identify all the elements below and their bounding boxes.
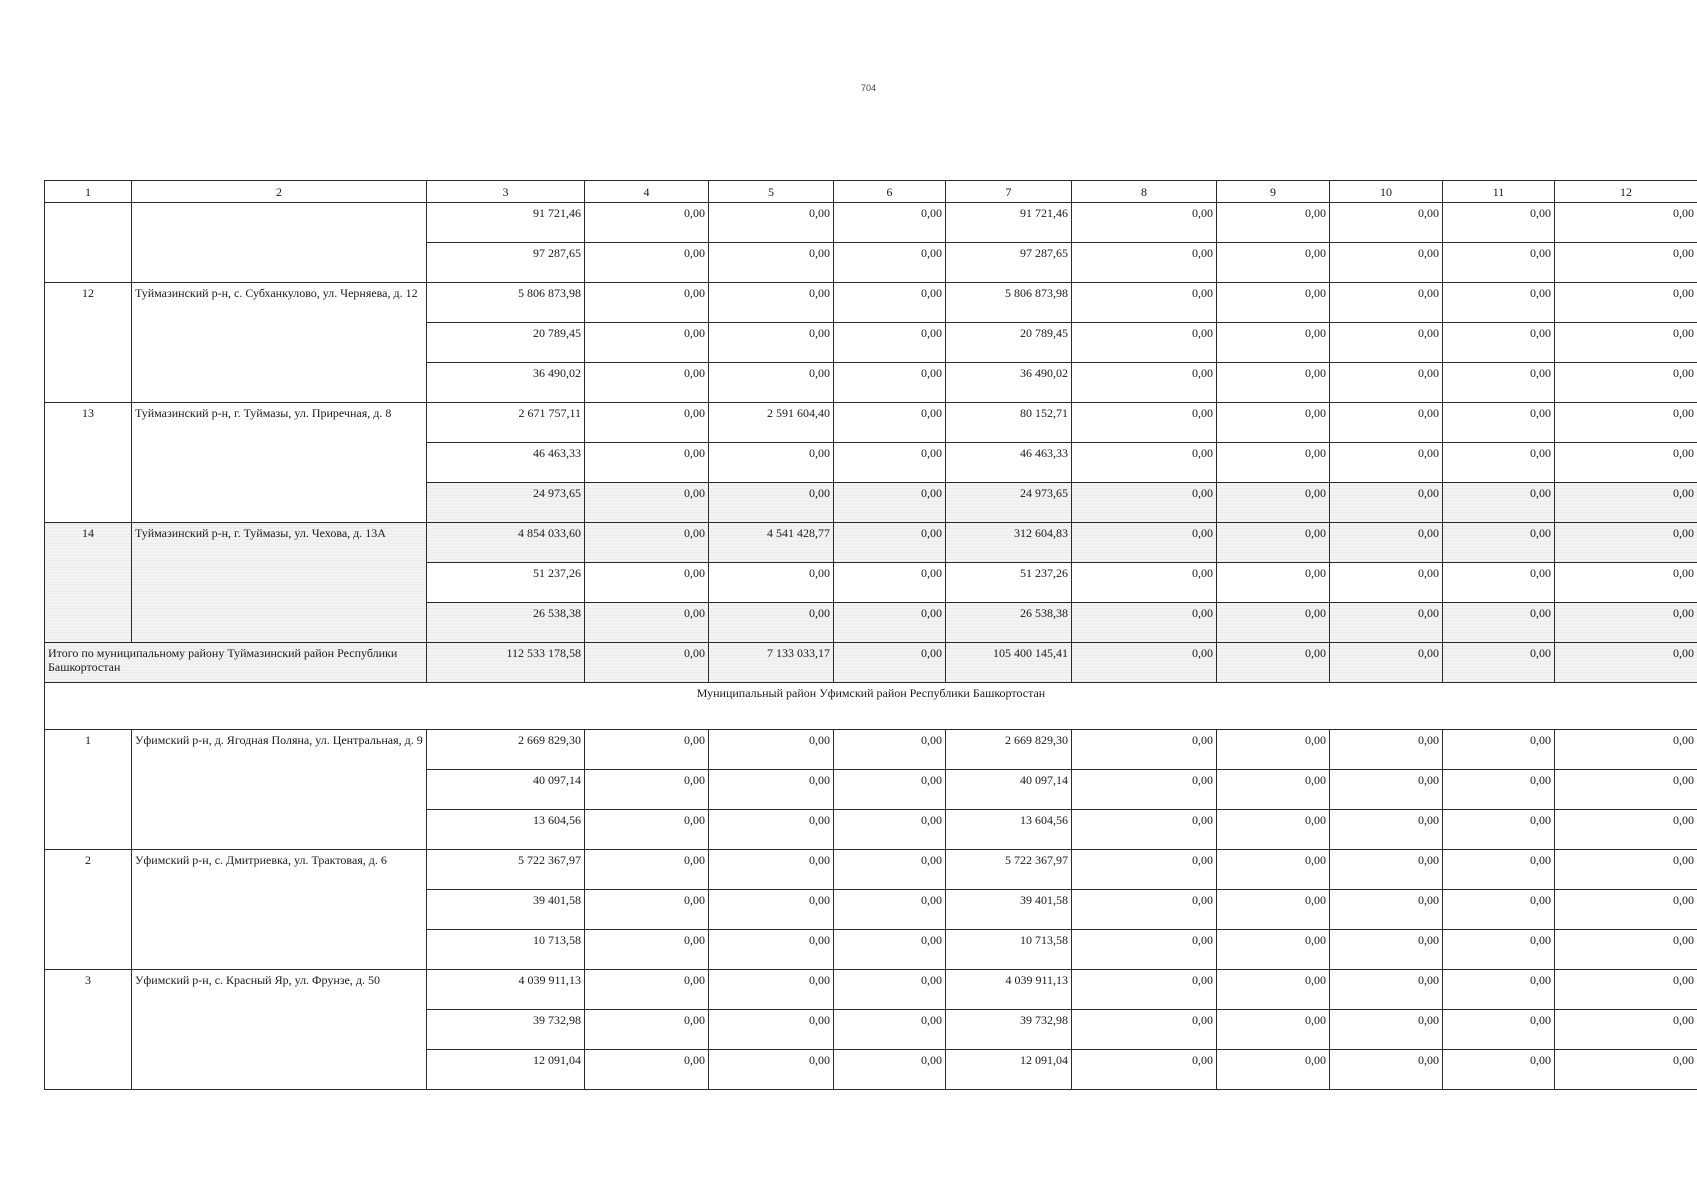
- row-index: 14: [45, 523, 132, 643]
- value-cell-col5: 0,00: [709, 890, 834, 930]
- value-cell-col9: 0,00: [1217, 203, 1330, 243]
- value-cell-col11: 0,00: [1443, 730, 1555, 770]
- value-cell-col6: 0,00: [834, 283, 946, 323]
- value-cell-col11: 0,00: [1443, 203, 1555, 243]
- row-index: 3: [45, 970, 132, 1090]
- value-cell-col5: 0,00: [709, 443, 834, 483]
- page-number: 704: [860, 83, 877, 93]
- value-cell-col3: 26 538,38: [427, 603, 585, 643]
- table-row: [45, 203, 1697, 243]
- column-header-8: 8: [1072, 181, 1217, 203]
- table-row: [45, 730, 1697, 770]
- value-cell-col11: 0,00: [1443, 283, 1555, 323]
- value-cell-col9: 0,00: [1217, 443, 1330, 483]
- value-cell-col9: 0,00: [1217, 603, 1330, 643]
- value-cell-col3: 91 721,46: [427, 203, 585, 243]
- value-cell-col7: 5 722 367,97: [946, 850, 1072, 890]
- value-cell-col3: 5 722 367,97: [427, 850, 585, 890]
- value-cell-col8: 0,00: [1072, 1010, 1217, 1050]
- column-header-1: 1: [45, 181, 132, 203]
- column-header-4: 4: [585, 181, 709, 203]
- value-cell-col5: 2 591 604,40: [709, 403, 834, 443]
- address-cell: [132, 203, 427, 283]
- value-cell-col12: 0,00: [1555, 243, 1697, 283]
- value-cell-col5: 0,00: [709, 810, 834, 850]
- value-cell-col7: 39 732,98: [946, 1010, 1072, 1050]
- value-cell-col5: 0,00: [709, 363, 834, 403]
- value-cell-col10: 0,00: [1330, 730, 1443, 770]
- value-cell-col7: 10 713,58: [946, 930, 1072, 970]
- value-cell-col9: 0,00: [1217, 323, 1330, 363]
- value-cell-col8: 0,00: [1072, 850, 1217, 890]
- total-value-col7: 105 400 145,41: [946, 643, 1072, 683]
- value-cell-col9: 0,00: [1217, 850, 1330, 890]
- value-cell-col9: 0,00: [1217, 243, 1330, 283]
- value-cell-col9: 0,00: [1217, 283, 1330, 323]
- address-cell: Туймазинский р-н, с. Субханкулово, ул. Черняева, д. 12: [132, 283, 427, 403]
- value-cell-col4: 0,00: [585, 203, 709, 243]
- address-cell: Уфимский р-н, с. Дмитриевка, ул. Трактовая, д. 6: [132, 850, 427, 970]
- value-cell-col9: 0,00: [1217, 563, 1330, 603]
- value-cell-col11: 0,00: [1443, 1050, 1555, 1090]
- value-cell-col3: 40 097,14: [427, 770, 585, 810]
- value-cell-col10: 0,00: [1330, 443, 1443, 483]
- value-cell-col9: 0,00: [1217, 730, 1330, 770]
- total-value-col12: 0,00: [1555, 643, 1697, 683]
- value-cell-col8: 0,00: [1072, 810, 1217, 850]
- value-cell-col6: 0,00: [834, 770, 946, 810]
- value-cell-col10: 0,00: [1330, 243, 1443, 283]
- value-cell-col12: 0,00: [1555, 363, 1697, 403]
- value-cell-col3: 36 490,02: [427, 363, 585, 403]
- value-cell-col7: 40 097,14: [946, 770, 1072, 810]
- value-cell-col12: 0,00: [1555, 850, 1697, 890]
- value-cell-col10: 0,00: [1330, 323, 1443, 363]
- value-cell-col11: 0,00: [1443, 403, 1555, 443]
- value-cell-col4: 0,00: [585, 403, 709, 443]
- value-cell-col10: 0,00: [1330, 770, 1443, 810]
- value-cell-col8: 0,00: [1072, 443, 1217, 483]
- value-cell-col5: 0,00: [709, 483, 834, 523]
- value-cell-col9: 0,00: [1217, 523, 1330, 563]
- value-cell-col5: 0,00: [709, 930, 834, 970]
- value-cell-col6: 0,00: [834, 203, 946, 243]
- value-cell-col10: 0,00: [1330, 563, 1443, 603]
- column-header-5: 5: [709, 181, 834, 203]
- value-cell-col10: 0,00: [1330, 483, 1443, 523]
- address-cell: Уфимский р-н, с. Красный Яр, ул. Фрунзе, д. 50: [132, 970, 427, 1090]
- value-cell-col6: 0,00: [834, 443, 946, 483]
- value-cell-col11: 0,00: [1443, 443, 1555, 483]
- value-cell-col7: 13 604,56: [946, 810, 1072, 850]
- value-cell-col9: 0,00: [1217, 890, 1330, 930]
- value-cell-col7: 51 237,26: [946, 563, 1072, 603]
- value-cell-col3: 13 604,56: [427, 810, 585, 850]
- value-cell-col10: 0,00: [1330, 403, 1443, 443]
- value-cell-col8: 0,00: [1072, 203, 1217, 243]
- value-cell-col7: 91 721,46: [946, 203, 1072, 243]
- value-cell-col12: 0,00: [1555, 810, 1697, 850]
- value-cell-col4: 0,00: [585, 243, 709, 283]
- value-cell-col9: 0,00: [1217, 1050, 1330, 1090]
- total-value-col8: 0,00: [1072, 643, 1217, 683]
- total-label: Итого по муниципальному району Туймазинский район Республики Башкортостан: [45, 643, 427, 683]
- column-header-11: 11: [1443, 181, 1555, 203]
- value-cell-col3: 12 091,04: [427, 1050, 585, 1090]
- value-cell-col3: 10 713,58: [427, 930, 585, 970]
- value-cell-col6: 0,00: [834, 323, 946, 363]
- value-cell-col3: 39 401,58: [427, 890, 585, 930]
- value-cell-col11: 0,00: [1443, 970, 1555, 1010]
- value-cell-col11: 0,00: [1443, 323, 1555, 363]
- value-cell-col4: 0,00: [585, 283, 709, 323]
- row-index: 1: [45, 730, 132, 850]
- value-cell-col12: 0,00: [1555, 603, 1697, 643]
- value-cell-col4: 0,00: [585, 850, 709, 890]
- value-cell-col9: 0,00: [1217, 810, 1330, 850]
- value-cell-col11: 0,00: [1443, 930, 1555, 970]
- value-cell-col11: 0,00: [1443, 243, 1555, 283]
- table-row: [45, 283, 1697, 323]
- value-cell-col7: 5 806 873,98: [946, 283, 1072, 323]
- value-cell-col12: 0,00: [1555, 283, 1697, 323]
- value-cell-col10: 0,00: [1330, 203, 1443, 243]
- value-cell-col10: 0,00: [1330, 970, 1443, 1010]
- value-cell-col3: 4 854 033,60: [427, 523, 585, 563]
- value-cell-col6: 0,00: [834, 890, 946, 930]
- financing-table: [44, 180, 1697, 1090]
- address-cell: Туймазинский р-н, г. Туймазы, ул. Приречная, д. 8: [132, 403, 427, 523]
- value-cell-col10: 0,00: [1330, 890, 1443, 930]
- value-cell-col6: 0,00: [834, 603, 946, 643]
- column-header-9: 9: [1217, 181, 1330, 203]
- value-cell-col6: 0,00: [834, 363, 946, 403]
- value-cell-col7: 80 152,71: [946, 403, 1072, 443]
- value-cell-col3: 51 237,26: [427, 563, 585, 603]
- value-cell-col7: 97 287,65: [946, 243, 1072, 283]
- total-value-col5: 7 133 033,17: [709, 643, 834, 683]
- value-cell-col3: 20 789,45: [427, 323, 585, 363]
- row-index: 13: [45, 403, 132, 523]
- value-cell-col10: 0,00: [1330, 850, 1443, 890]
- value-cell-col12: 0,00: [1555, 730, 1697, 770]
- value-cell-col8: 0,00: [1072, 603, 1217, 643]
- value-cell-col11: 0,00: [1443, 363, 1555, 403]
- value-cell-col4: 0,00: [585, 770, 709, 810]
- value-cell-col12: 0,00: [1555, 563, 1697, 603]
- value-cell-col11: 0,00: [1443, 523, 1555, 563]
- value-cell-col3: 46 463,33: [427, 443, 585, 483]
- value-cell-col4: 0,00: [585, 1010, 709, 1050]
- value-cell-col4: 0,00: [585, 970, 709, 1010]
- value-cell-col12: 0,00: [1555, 1010, 1697, 1050]
- value-cell-col10: 0,00: [1330, 363, 1443, 403]
- value-cell-col12: 0,00: [1555, 203, 1697, 243]
- value-cell-col5: 0,00: [709, 850, 834, 890]
- value-cell-col5: 0,00: [709, 770, 834, 810]
- value-cell-col9: 0,00: [1217, 1010, 1330, 1050]
- value-cell-col4: 0,00: [585, 930, 709, 970]
- value-cell-col4: 0,00: [585, 563, 709, 603]
- value-cell-col4: 0,00: [585, 890, 709, 930]
- value-cell-col3: 97 287,65: [427, 243, 585, 283]
- value-cell-col7: 36 490,02: [946, 363, 1072, 403]
- value-cell-col8: 0,00: [1072, 970, 1217, 1010]
- value-cell-col8: 0,00: [1072, 283, 1217, 323]
- value-cell-col4: 0,00: [585, 1050, 709, 1090]
- table-row: [45, 523, 1697, 563]
- value-cell-col6: 0,00: [834, 970, 946, 1010]
- value-cell-col4: 0,00: [585, 810, 709, 850]
- value-cell-col7: 39 401,58: [946, 890, 1072, 930]
- value-cell-col10: 0,00: [1330, 523, 1443, 563]
- value-cell-col11: 0,00: [1443, 850, 1555, 890]
- value-cell-col12: 0,00: [1555, 403, 1697, 443]
- value-cell-col11: 0,00: [1443, 890, 1555, 930]
- value-cell-col10: 0,00: [1330, 1010, 1443, 1050]
- value-cell-col6: 0,00: [834, 730, 946, 770]
- column-header-6: 6: [834, 181, 946, 203]
- value-cell-col11: 0,00: [1443, 603, 1555, 643]
- value-cell-col5: 0,00: [709, 1010, 834, 1050]
- total-value-col9: 0,00: [1217, 643, 1330, 683]
- column-header-2: 2: [132, 181, 427, 203]
- value-cell-col11: 0,00: [1443, 483, 1555, 523]
- address-cell: Уфимский р-н, д. Ягодная Поляна, ул. Центральная, д. 9: [132, 730, 427, 850]
- value-cell-col12: 0,00: [1555, 323, 1697, 363]
- column-number-row: [45, 181, 1697, 203]
- value-cell-col5: 0,00: [709, 203, 834, 243]
- value-cell-col5: 0,00: [709, 970, 834, 1010]
- value-cell-col4: 0,00: [585, 603, 709, 643]
- value-cell-col6: 0,00: [834, 930, 946, 970]
- value-cell-col5: 0,00: [709, 730, 834, 770]
- value-cell-col9: 0,00: [1217, 770, 1330, 810]
- row-index: 2: [45, 850, 132, 970]
- value-cell-col6: 0,00: [834, 523, 946, 563]
- value-cell-col7: 312 604,83: [946, 523, 1072, 563]
- row-index: [45, 203, 132, 283]
- value-cell-col9: 0,00: [1217, 930, 1330, 970]
- total-value-col11: 0,00: [1443, 643, 1555, 683]
- value-cell-col3: 5 806 873,98: [427, 283, 585, 323]
- value-cell-col4: 0,00: [585, 730, 709, 770]
- value-cell-col12: 0,00: [1555, 443, 1697, 483]
- value-cell-col10: 0,00: [1330, 1050, 1443, 1090]
- value-cell-col8: 0,00: [1072, 363, 1217, 403]
- value-cell-col3: 2 671 757,11: [427, 403, 585, 443]
- total-row: [45, 643, 1697, 683]
- section-header-row: [45, 683, 1697, 730]
- value-cell-col7: 46 463,33: [946, 443, 1072, 483]
- value-cell-col8: 0,00: [1072, 890, 1217, 930]
- value-cell-col3: 39 732,98: [427, 1010, 585, 1050]
- value-cell-col10: 0,00: [1330, 810, 1443, 850]
- value-cell-col4: 0,00: [585, 363, 709, 403]
- value-cell-col8: 0,00: [1072, 403, 1217, 443]
- value-cell-col6: 0,00: [834, 810, 946, 850]
- total-value-col3: 112 533 178,58: [427, 643, 585, 683]
- value-cell-col7: 4 039 911,13: [946, 970, 1072, 1010]
- row-index: 12: [45, 283, 132, 403]
- value-cell-col8: 0,00: [1072, 323, 1217, 363]
- value-cell-col6: 0,00: [834, 403, 946, 443]
- value-cell-col9: 0,00: [1217, 970, 1330, 1010]
- value-cell-col11: 0,00: [1443, 810, 1555, 850]
- table-row: [45, 970, 1697, 1010]
- value-cell-col6: 0,00: [834, 1010, 946, 1050]
- value-cell-col6: 0,00: [834, 1050, 946, 1090]
- value-cell-col6: 0,00: [834, 243, 946, 283]
- address-cell: Туймазинский р-н, г. Туймазы, ул. Чехова, д. 13А: [132, 523, 427, 643]
- value-cell-col5: 0,00: [709, 1050, 834, 1090]
- value-cell-col5: 0,00: [709, 603, 834, 643]
- value-cell-col11: 0,00: [1443, 770, 1555, 810]
- total-value-col4: 0,00: [585, 643, 709, 683]
- value-cell-col8: 0,00: [1072, 730, 1217, 770]
- value-cell-col8: 0,00: [1072, 770, 1217, 810]
- value-cell-col8: 0,00: [1072, 483, 1217, 523]
- value-cell-col8: 0,00: [1072, 563, 1217, 603]
- value-cell-col5: 0,00: [709, 323, 834, 363]
- value-cell-col12: 0,00: [1555, 770, 1697, 810]
- value-cell-col8: 0,00: [1072, 1050, 1217, 1090]
- total-value-col6: 0,00: [834, 643, 946, 683]
- value-cell-col3: 2 669 829,30: [427, 730, 585, 770]
- value-cell-col12: 0,00: [1555, 970, 1697, 1010]
- value-cell-col11: 0,00: [1443, 1010, 1555, 1050]
- value-cell-col8: 0,00: [1072, 930, 1217, 970]
- value-cell-col4: 0,00: [585, 323, 709, 363]
- value-cell-col4: 0,00: [585, 523, 709, 563]
- table-body: [45, 181, 1697, 1090]
- value-cell-col9: 0,00: [1217, 363, 1330, 403]
- value-cell-col7: 24 973,65: [946, 483, 1072, 523]
- value-cell-col7: 2 669 829,30: [946, 730, 1072, 770]
- value-cell-col6: 0,00: [834, 850, 946, 890]
- value-cell-col12: 0,00: [1555, 483, 1697, 523]
- column-header-7: 7: [946, 181, 1072, 203]
- value-cell-col6: 0,00: [834, 483, 946, 523]
- value-cell-col7: 12 091,04: [946, 1050, 1072, 1090]
- value-cell-col10: 0,00: [1330, 283, 1443, 323]
- value-cell-col9: 0,00: [1217, 483, 1330, 523]
- value-cell-col10: 0,00: [1330, 930, 1443, 970]
- value-cell-col5: 0,00: [709, 243, 834, 283]
- value-cell-col12: 0,00: [1555, 1050, 1697, 1090]
- value-cell-col12: 0,00: [1555, 930, 1697, 970]
- value-cell-col3: 24 973,65: [427, 483, 585, 523]
- column-header-3: 3: [427, 181, 585, 203]
- value-cell-col4: 0,00: [585, 483, 709, 523]
- value-cell-col11: 0,00: [1443, 563, 1555, 603]
- value-cell-col7: 20 789,45: [946, 323, 1072, 363]
- value-cell-col4: 0,00: [585, 443, 709, 483]
- value-cell-col8: 0,00: [1072, 523, 1217, 563]
- table-row: [45, 403, 1697, 443]
- value-cell-col6: 0,00: [834, 563, 946, 603]
- value-cell-col5: 4 541 428,77: [709, 523, 834, 563]
- value-cell-col12: 0,00: [1555, 523, 1697, 563]
- value-cell-col3: 4 039 911,13: [427, 970, 585, 1010]
- value-cell-col7: 26 538,38: [946, 603, 1072, 643]
- value-cell-col12: 0,00: [1555, 890, 1697, 930]
- value-cell-col5: 0,00: [709, 283, 834, 323]
- column-header-12: 12: [1555, 181, 1697, 203]
- section-title: Муниципальный район Уфимский район Республики Башкортостан: [45, 683, 1697, 730]
- total-value-col10: 0,00: [1330, 643, 1443, 683]
- table-row: [45, 850, 1697, 890]
- value-cell-col9: 0,00: [1217, 403, 1330, 443]
- value-cell-col10: 0,00: [1330, 603, 1443, 643]
- value-cell-col8: 0,00: [1072, 243, 1217, 283]
- column-header-10: 10: [1330, 181, 1443, 203]
- value-cell-col5: 0,00: [709, 563, 834, 603]
